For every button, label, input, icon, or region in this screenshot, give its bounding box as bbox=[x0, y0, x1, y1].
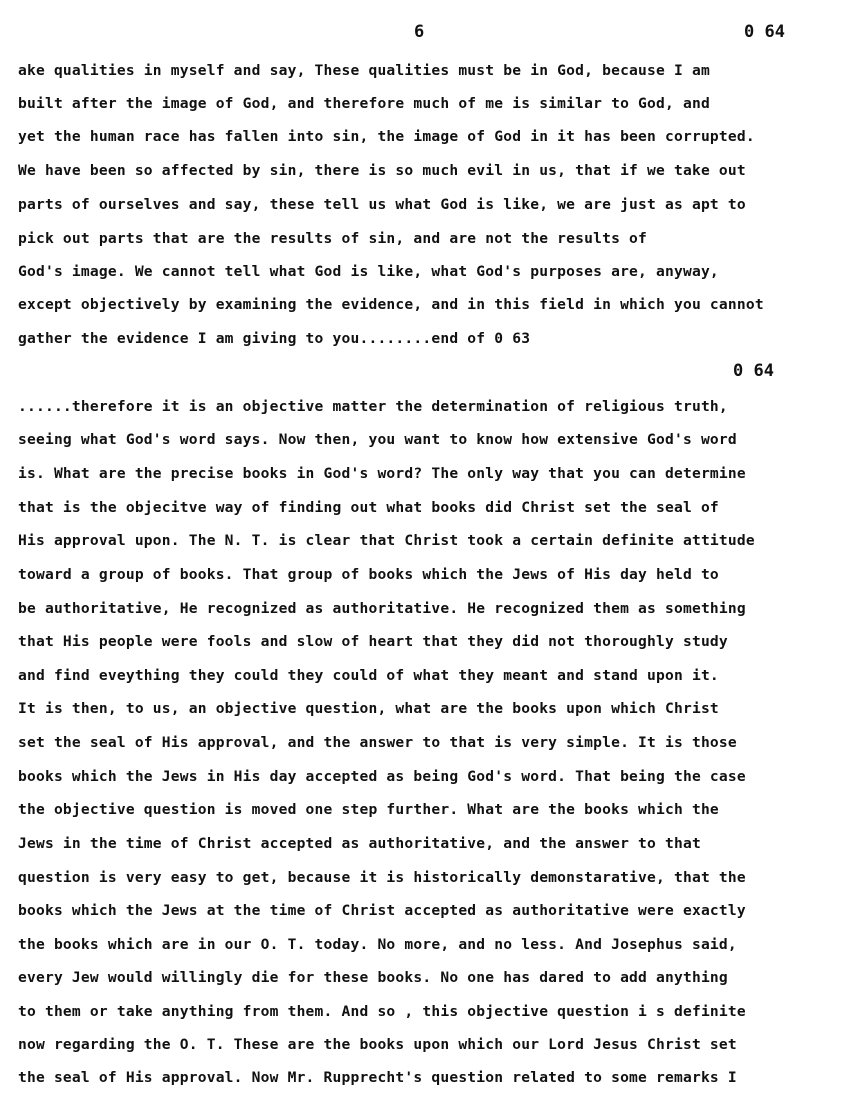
text-line: is. What are the precise books in God's word? The only way that you can determine bbox=[18, 465, 746, 482]
text-line: built after the image of God, and therefore much of me is similar to God, and bbox=[18, 95, 710, 112]
text-line: the seal of His approval. Now Mr. Rupprecht's question related to some remarks I bbox=[18, 1069, 737, 1086]
text-line: books which the Jews in His day accepted as being God's word. That being the case bbox=[18, 768, 746, 785]
text-line: ......therefore it is an objective matter the determination of religious truth, bbox=[18, 398, 728, 415]
section-code-top: 0 64 bbox=[744, 22, 785, 42]
text-line: God's image. We cannot tell what God is like, what God's purposes are, anyway, bbox=[18, 263, 719, 280]
text-line: pick out parts that are the results of sin, and are not the results of bbox=[18, 230, 648, 247]
text-line: to them or take anything from them. And so , this objective question i s definite bbox=[18, 1003, 746, 1020]
text-line: the books which are in our O. T. today. No more, and no less. And Josephus said, bbox=[18, 936, 737, 953]
text-line: now regarding the O. T. These are the books upon which our Lord Jesus Christ set bbox=[18, 1036, 737, 1053]
text-line: seeing what God's word says. Now then, you want to know how extensive God's word bbox=[18, 431, 737, 448]
text-line: every Jew would willingly die for these books. No one has dared to add anything bbox=[18, 969, 728, 986]
text-line: question is very easy to get, because it is historically demonstarative, that the bbox=[18, 869, 746, 886]
text-line: set the seal of His approval, and the answer to that is very simple. It is those bbox=[18, 734, 737, 751]
text-line: and find eveything they could they could of what they meant and stand upon it. bbox=[18, 667, 719, 684]
text-line: parts of ourselves and say, these tell us what God is like, we are just as apt to bbox=[18, 196, 746, 213]
text-line: We have been so affected by sin, there is so much evil in us, that if we take out bbox=[18, 162, 746, 179]
text-line: that His people were fools and slow of heart that they did not thoroughly study bbox=[18, 633, 728, 650]
text-line: be authoritative, He recognized as authoritative. He recognized them as something bbox=[18, 600, 746, 617]
text-line: It is then, to us, an objective question, what are the books upon which Christ bbox=[18, 700, 719, 717]
text-line: His approval upon. The N. T. is clear that Christ took a certain definite attitude bbox=[18, 532, 755, 549]
text-line: ake qualities in myself and say, These qualities must be in God, because I am bbox=[18, 62, 710, 79]
text-line: toward a group of books. That group of books which the Jews of His day held to bbox=[18, 566, 719, 583]
page-number: 6 bbox=[414, 22, 425, 42]
text-line: gather the evidence I am giving to you........end of 0 63 bbox=[18, 330, 531, 347]
text-line: books which the Jews at the time of Christ accepted as authoritative were exactly bbox=[18, 902, 746, 919]
text-line: except objectively by examining the evidence, and in this field in which you cannot bbox=[18, 296, 764, 313]
text-line: the objective question is moved one step further. What are the books which the bbox=[18, 801, 719, 818]
section-code-mid: 0 64 bbox=[733, 361, 774, 381]
text-line: that is the objecitve way of finding out what books did Christ set the seal of bbox=[18, 499, 719, 516]
text-line: yet the human race has fallen into sin, the image of God in it has been corrupted. bbox=[18, 128, 755, 145]
text-line: Jews in the time of Christ accepted as authoritative, and the answer to that bbox=[18, 835, 701, 852]
